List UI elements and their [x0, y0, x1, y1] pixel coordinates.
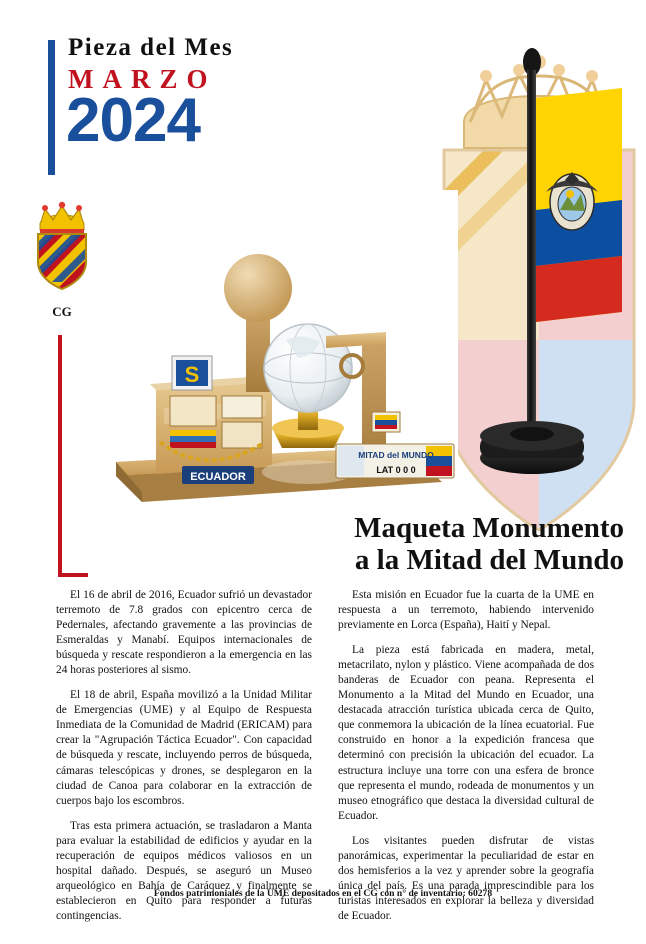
- page-title: [204, 512, 624, 577]
- month-label: MARZO: [68, 64, 217, 94]
- paragraph: El 16 de abril de 2016, Ecuador sufrió un devastador terremoto de 7.8 grados con epicentro cerca de Pedernales, afectando gravemente a las provincias de Esmeraldas y Manabí. Equipos internacionales de búsqueda y rescate respondieron a la emergencia en las 24 horas posteriores al sismo.: [56, 589, 312, 677]
- paragraph: La pieza está fabricada en madera, metal, metacrilato, nylon y plástico. Viene acompañada de dos banderas de Ecuador con peana. Representa el Monumento a la Mitad del Mundo en Ecuador, una destacada atracción turística ubicada cerca de Quito, que conmemora la ubicación de la línea ecuatorial. Fue construido en honor a la expedición francesa que determinó con precisión la ubicación del ecuador. La estructura incluye una torre con una esfera de bronce que representa el mundo, rodeada de monumentos y un museo etnográfico que destaca la diversidad cultural de Ecuador.: [338, 644, 594, 822]
- paragraph: El 18 de abril, España movilizó a la Unidad Militar de Emergencias (UME) y al Equipo de Respuesta Inmediata de la Comunidad de Madrid (ERICAM) para crear la "Agrupación Táctica Ecuador". Con capacidad de búsqueda y rescate, incluyendo perros de búsqueda, cámaras telescópicas y drones, se desplegaron en la ciudad de Canoa para colaborar en la extracción de cuerpos bajo los escombros.: [56, 689, 312, 807]
- svg-text:S: S: [184, 362, 200, 387]
- page-title-line-1: Maqueta Monumento: [354, 512, 624, 544]
- column-left: [56, 588, 312, 934]
- year-label: 2024: [66, 86, 200, 155]
- footer-note: Fondos patrimoniales de la UME depositados en el CG con n° de inventario: 60278: [153, 888, 493, 899]
- svg-text:ECUADOR: ECUADOR: [190, 471, 246, 483]
- page-kicker: Pieza del Mes: [68, 34, 234, 61]
- article-body: [56, 588, 594, 934]
- maqueta-photo: [86, 190, 458, 520]
- paragraph: Tras esta primera actuación, se trasladaron a Manta para evaluar la estabilidad de edificios y ayudar en la recuperación de equipos médicos valiosos en un hospital dañado. Después, se aseguró un Museo arqueológico en Bahía de Caráquez y finalmente se establecieron en Quito para responder a futuras contingencias.: [56, 819, 312, 922]
- emblem-block: [22, 200, 102, 320]
- cg-coat-of-arms-icon: [26, 200, 98, 296]
- left-red-rule-foot: [58, 573, 88, 577]
- page-title-line-2: a la Mitad del Mundo: [354, 544, 624, 577]
- paragraph: Esta misión en Ecuador fue la cuarta de la UME en respuesta a un terremoto, habiendo intervenido previamente en Lorca (España), Haití y Nepal.: [338, 589, 594, 632]
- header: [48, 34, 234, 155]
- svg-text:LAT 0 0 0: LAT 0 0 0: [376, 465, 416, 475]
- left-red-rule: [58, 335, 62, 575]
- svg-text:MITAD del MUNDO: MITAD del MUNDO: [358, 450, 434, 460]
- ecuador-flag-photo: [472, 40, 622, 500]
- column-right: [338, 588, 594, 934]
- paragraph: Los visitantes pueden disfrutar de vistas panorámicas, experimentar la peculiaridad de estar en dos hemisferios a la vez y aprender sobre la geografía única del país. Es una parada imprescindible para los turistas interesados en explorar la belleza y diversidad de Ecuador.: [338, 834, 594, 922]
- emblem-label: CG: [52, 304, 72, 319]
